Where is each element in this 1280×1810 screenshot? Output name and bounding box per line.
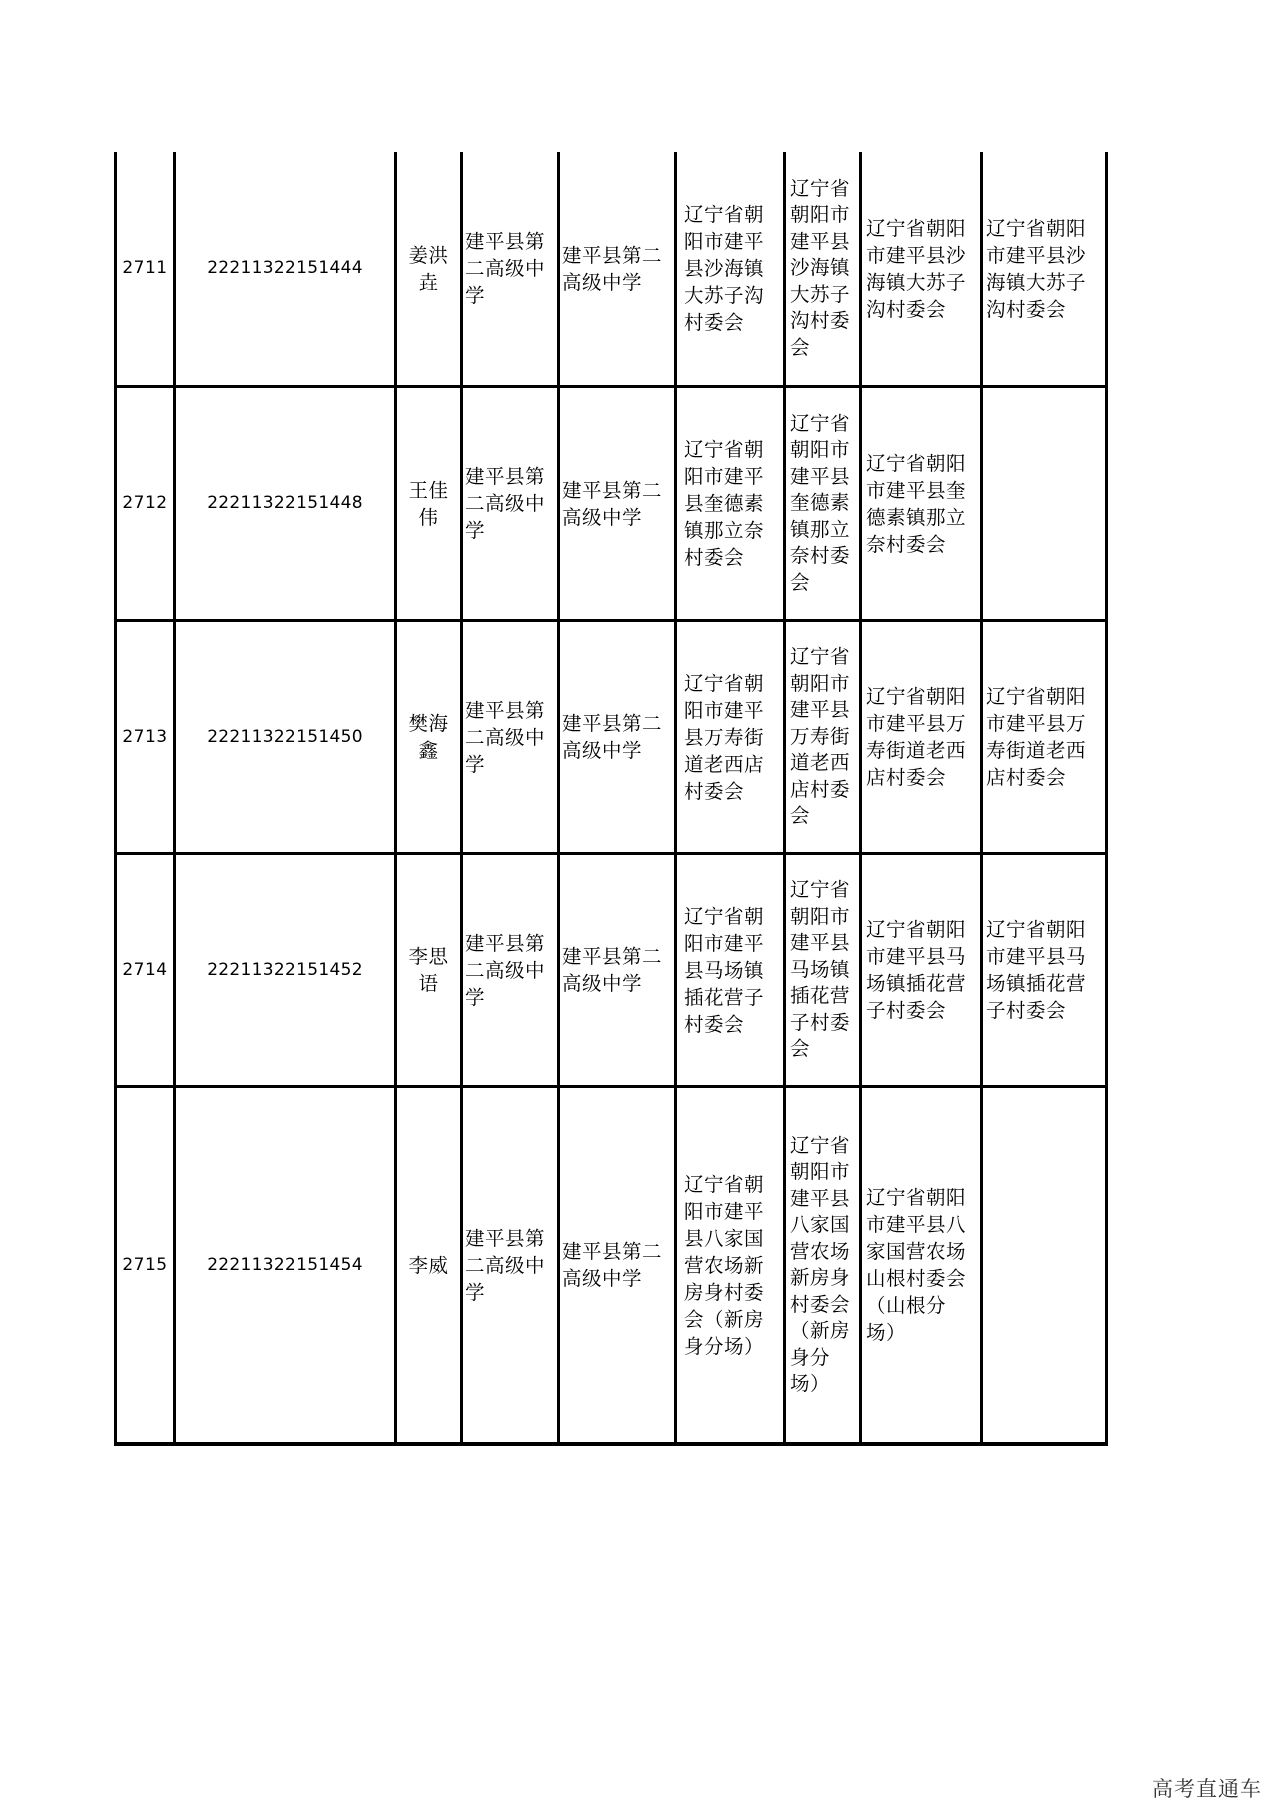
column-divider — [460, 152, 463, 1446]
table-cell-address: 辽宁省朝阳 市建平县马 场镇插花营 子村委会 — [986, 918, 1087, 1022]
table-cell-exam-id: 22211322151454 — [207, 1254, 363, 1275]
table-cell-exam-id: 22211322151444 — [207, 258, 363, 278]
table-cell-address: 辽宁省朝 阳市建平 县奎德素 镇那立奈 村委会 — [684, 438, 765, 569]
table-cell-name: 姜洪 垚 — [408, 243, 449, 294]
table-cell-address: 辽宁省朝阳 市建平县沙 海镇大苏子 沟村委会 — [986, 216, 1087, 321]
table-cell-number: 2713 — [122, 726, 168, 747]
table-cell-address: 辽宁省 朝阳市 建平县 奎德素 镇那立 奈村委 会 — [790, 411, 851, 594]
table-cell-address: 辽宁省朝阳 市建平县马 场镇插花营 子村委会 — [866, 918, 967, 1022]
table-cell-exam-id: 22211322151452 — [207, 959, 363, 980]
table-cell-school-secondary: 建平县第二 高级中学 — [562, 243, 663, 294]
table-cell-school-secondary: 建平县第二 高级中学 — [562, 712, 663, 762]
table-border-bottom — [114, 1442, 1108, 1446]
footer-watermark: 高考直通车 — [1152, 1777, 1262, 1801]
table-cell-address — [986, 1088, 1105, 1442]
table-cell-address: 辽宁省朝 阳市建平 县八家国 营农场新 房身村委 会（新房 身分场） — [684, 1172, 765, 1358]
table-cell-address: 辽宁省朝阳 市建平县万 寿街道老西 店村委会 — [866, 685, 967, 789]
table-cell-name: 李思 语 — [408, 945, 449, 995]
table-cell-address: 辽宁省朝阳 市建平县八 家国营农场 山根村委会 （山根分 场） — [866, 1186, 967, 1344]
table-cell-school: 建平县第 二高级中 学 — [465, 698, 546, 776]
table-cell-address: 辽宁省 朝阳市 建平县 八家国 营农场 新房身 村委会 （新房 身分 场） — [790, 1133, 851, 1395]
column-divider — [980, 152, 983, 1446]
table-cell-address: 辽宁省 朝阳市 建平县 万寿街 道老西 店村委 会 — [790, 645, 851, 828]
table-cell-school-secondary: 建平县第二 高级中学 — [562, 945, 663, 995]
table-cell-number: 2714 — [122, 959, 168, 980]
table-cell-address: 辽宁省 朝阳市 建平县 马场镇 插花营 子村委 会 — [790, 878, 851, 1061]
table-cell-address: 辽宁省 朝阳市 建平县 沙海镇 大苏子 沟村委 会 — [790, 176, 851, 359]
table-cell-school: 建平县第 二高级中 学 — [465, 1226, 546, 1304]
data-table — [114, 152, 1108, 1446]
table-cell-school-secondary: 建平县第二 高级中学 — [562, 478, 663, 529]
table-cell-address — [986, 388, 1105, 619]
table-border-right — [1105, 152, 1108, 1446]
column-divider — [557, 152, 560, 1446]
table-cell-name: 李威 — [408, 1253, 449, 1277]
table-cell-name: 王佳 伟 — [408, 478, 449, 529]
table-cell-exam-id: 22211322151448 — [207, 493, 363, 513]
table-cell-address: 辽宁省朝阳 市建平县奎 德素镇那立 奈村委会 — [866, 451, 967, 556]
table-cell-school: 建平县第 二高级中 学 — [465, 230, 546, 307]
table-cell-address: 辽宁省朝 阳市建平 县马场镇 插花营子 村委会 — [684, 904, 765, 1036]
table-cell-school: 建平县第 二高级中 学 — [465, 931, 546, 1009]
table-cell-number: 2711 — [122, 258, 168, 278]
column-divider — [674, 152, 677, 1446]
table-cell-name: 樊海 鑫 — [408, 712, 449, 762]
table-cell-school: 建平县第 二高级中 学 — [465, 465, 546, 542]
column-divider — [783, 152, 786, 1446]
table-cell-exam-id: 22211322151450 — [207, 726, 363, 747]
table-cell-address: 辽宁省朝 阳市建平 县万寿街 道老西店 村委会 — [684, 671, 765, 803]
table-cell-number: 2712 — [122, 493, 168, 513]
table-cell-school-secondary: 建平县第二 高级中学 — [562, 1240, 663, 1290]
column-divider — [859, 152, 862, 1446]
table-cell-address: 辽宁省朝阳 市建平县沙 海镇大苏子 沟村委会 — [866, 216, 967, 321]
table-cell-number: 2715 — [122, 1254, 168, 1275]
table-cell-address: 辽宁省朝 阳市建平 县沙海镇 大苏子沟 村委会 — [684, 203, 765, 334]
table-cell-address: 辽宁省朝阳 市建平县万 寿街道老西 店村委会 — [986, 685, 1087, 789]
